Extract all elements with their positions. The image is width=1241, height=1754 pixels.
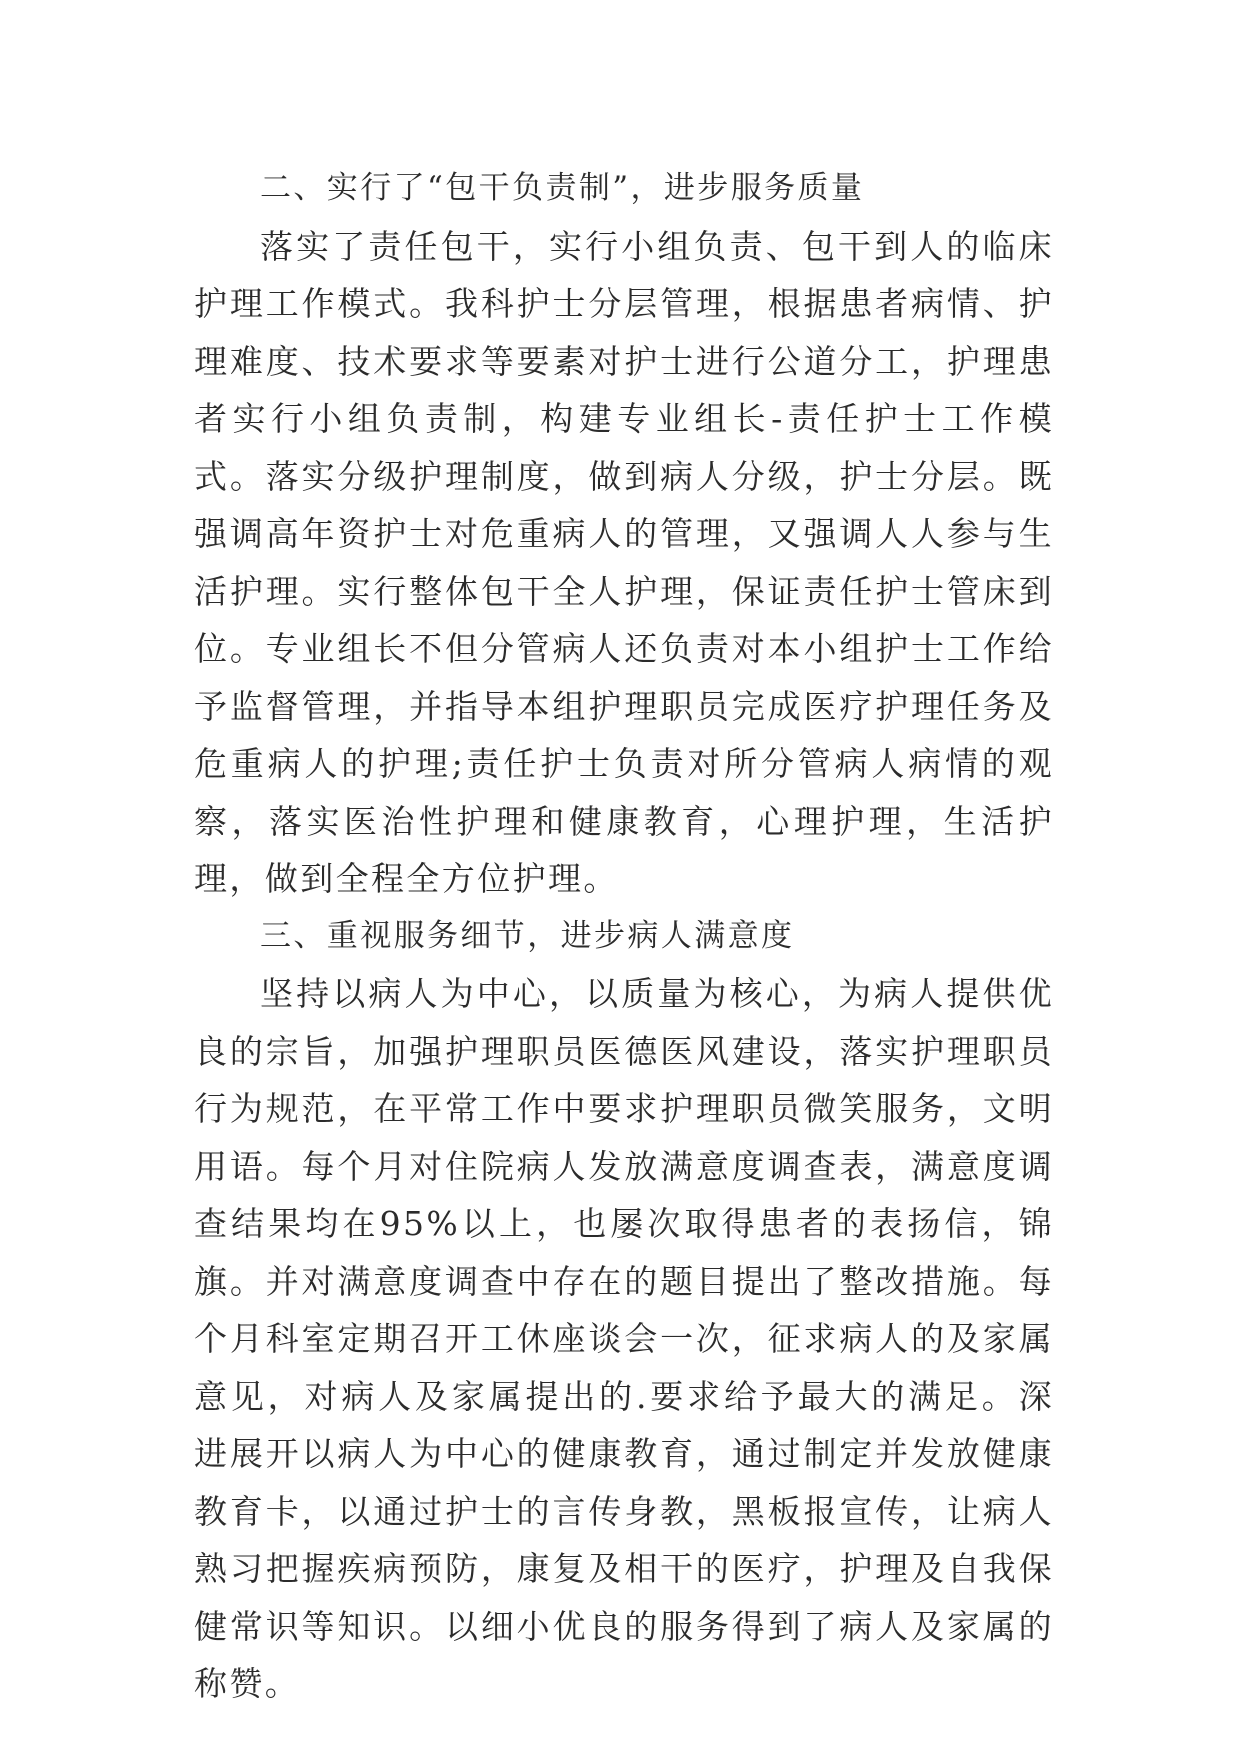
document-body xyxy=(194,160,1054,1713)
section-heading-2: 二、实行了“包干负责制”，进步服务质量 xyxy=(260,170,865,206)
paragraph-satisfaction: 坚持以病人为中心，以质量为核心，为病人提供优良的宗旨，加强护理职员医德医风建设，落实护理职员行为规范，在平常工作中要求护理职员微笑服务，文明用语。每个月对住院病人发放满意度调查表，满意度调查结果均在95%以上，也屡次取得患者的表扬信，锦旗。并对满意度调查中存在的题目提出了整改措施。每个月科室定期召开工休座谈会一次，征求病人的及家属意见，对病人及家属提出的.要求给予最大的满足。深进展开以病人为中心的健康教育，通过制定并发放健康教育卡，以通过护士的言传身教，黑板报宣传，让病人熟习把握疾病预防，康复及相干的医疗，护理及自我保健常识等知识。以细小优良的服务得到了病人及家属的称赞。 xyxy=(194,974,1054,1703)
section-heading-3: 三、重视服务细节，进步病人满意度 xyxy=(260,917,795,954)
paragraph-responsibility: 落实了责任包干，实行小组负责、包干到人的临床护理工作模式。我科护士分层管理，根据患者病情、护理难度、技术要求等要素对护士进行公道分工，护理患者实行小组负责制，构建专业组长-责任护士工作模式。落实分级护理制度，做到病人分级，护士分层。既强调高年资护士对危重病人的管理，又强调人人参与生活护理。实行整体包干全人护理，保证责任护士管床到位。专业组长不但分管病人还负责对本小组护士工作给予监督管理，并指导本组护理职员完成医疗护理任务及危重病人的护理;责任护士负责对所分管病人病情的观察，落实医治性护理和健康教育，心理护理，生活护理，做到全程全方位护理。 xyxy=(194,226,1054,898)
